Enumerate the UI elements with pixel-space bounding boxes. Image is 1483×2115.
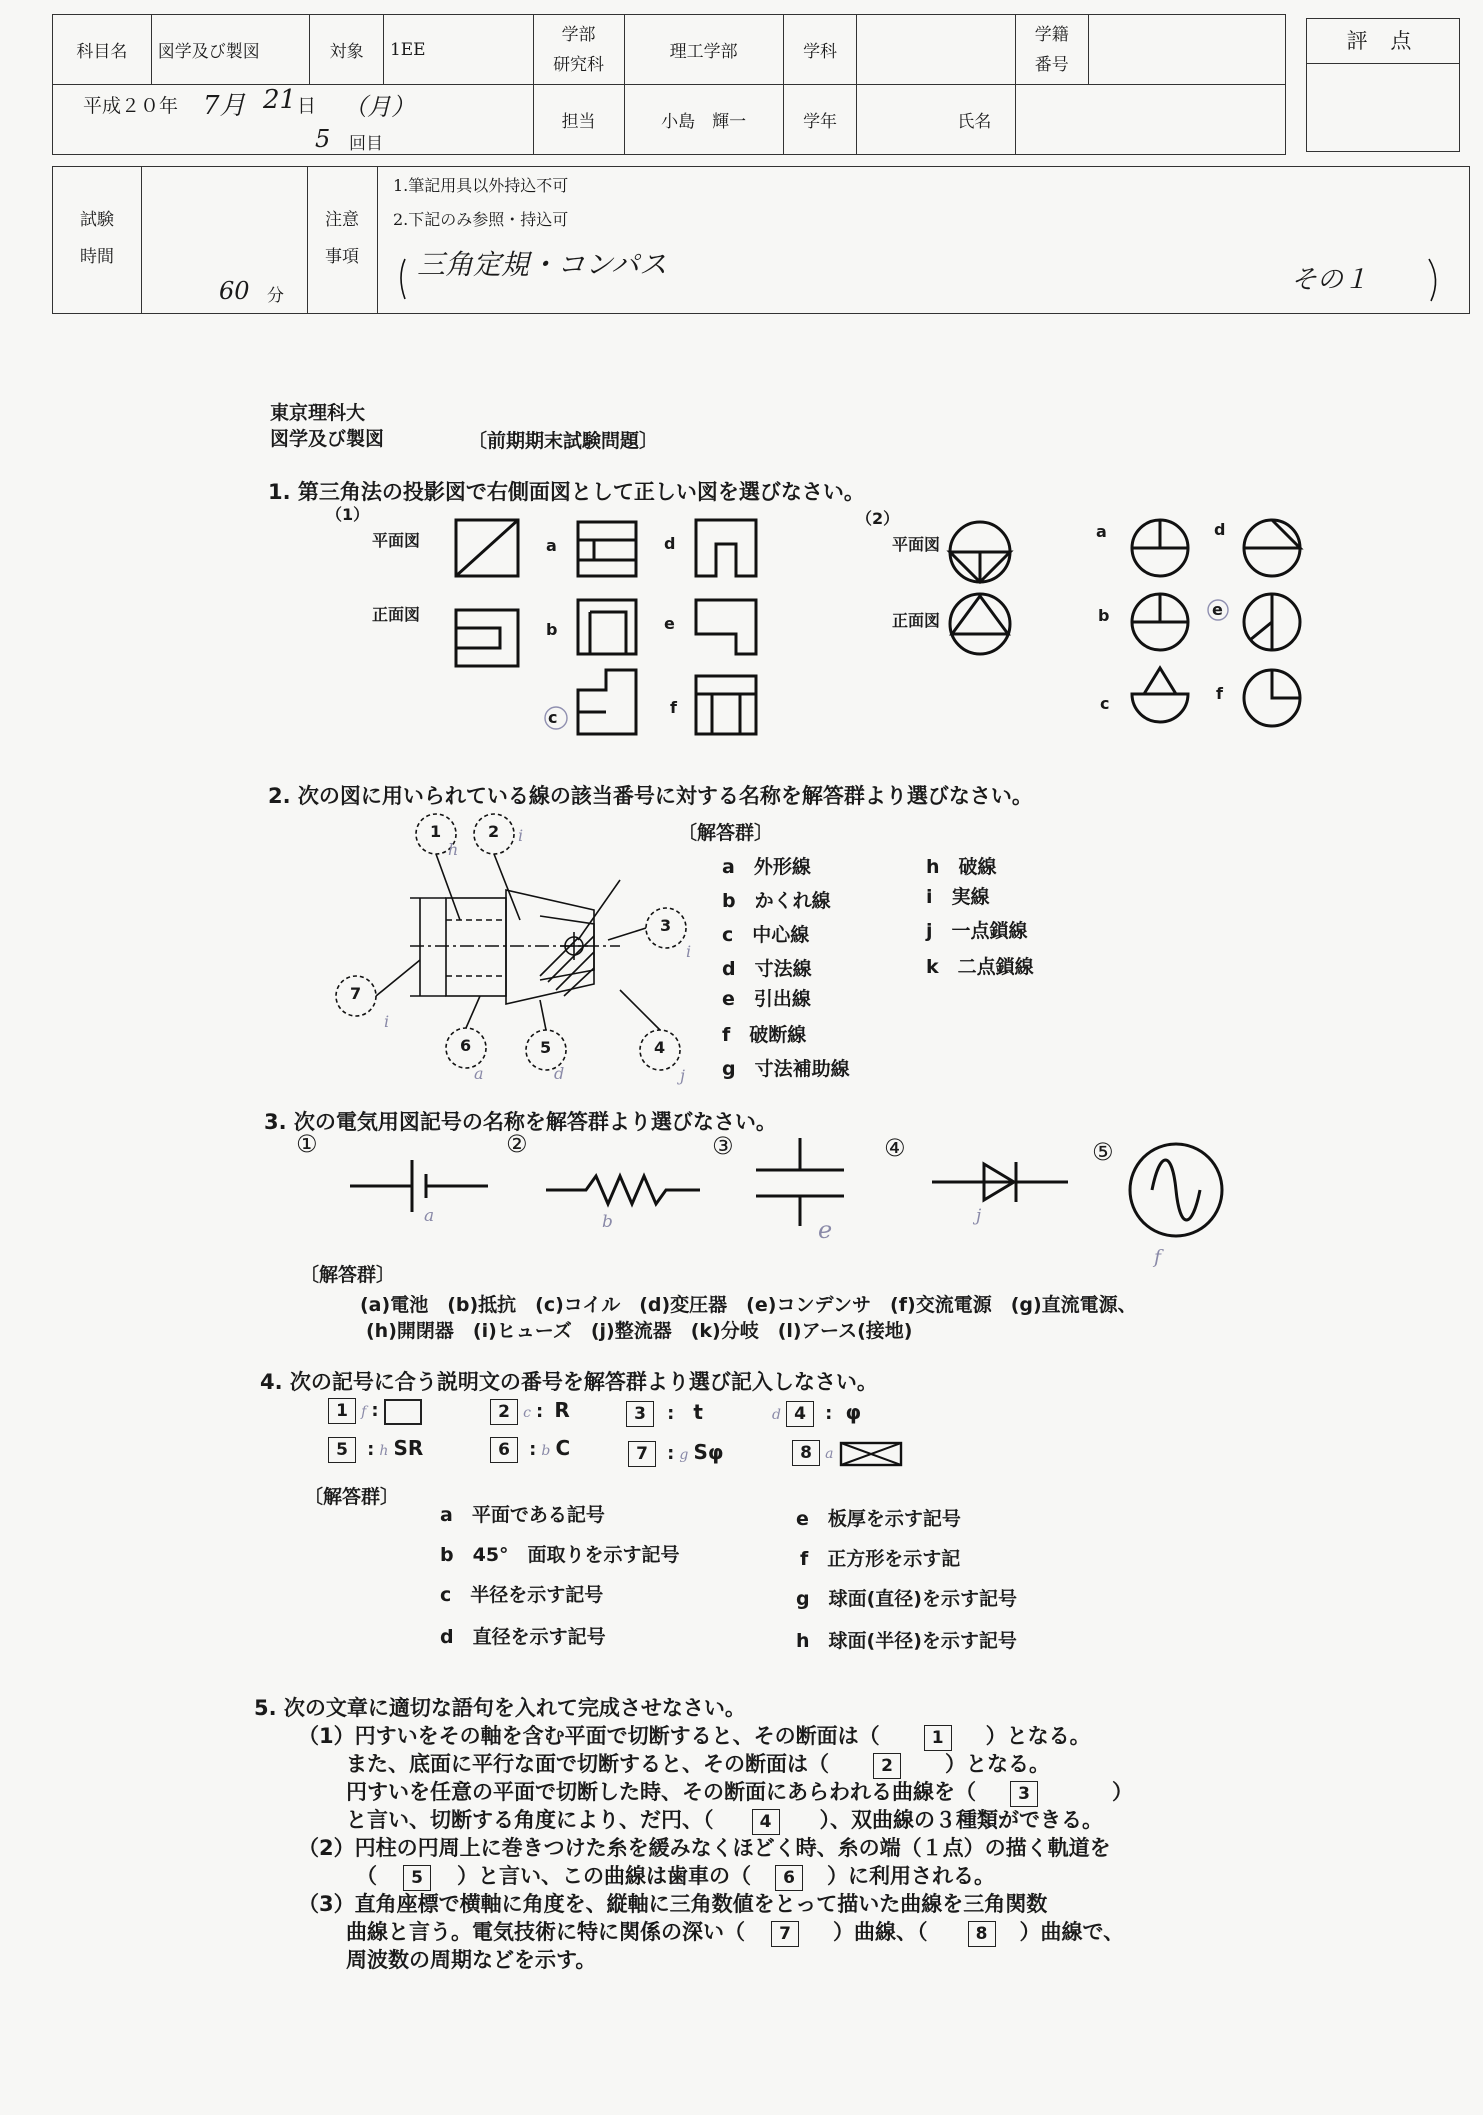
q4-choice-e: e 板厚を示す記号 [796,1508,961,1530]
sheet-no: その１ [1291,265,1370,295]
date-weekday: （月） [343,93,415,121]
exam-time-label-1: 試験 [80,210,114,230]
q4-item-8 [792,1440,905,1467]
q1-part1: （1） [326,505,370,524]
q2-choice-c: c 中心線 [722,924,810,946]
course-title: 図学及び製図 [270,428,385,450]
q4-item-4-box: 4 [786,1401,814,1427]
q5-line-2-pre: また、底面に平行な面で切断すると、その断面は（ [346,1752,829,1776]
q5-line-5 [298,1832,1111,1862]
q3-choices-line1: (a)電池 (b)抵抗 (c)コイル (d)変圧器 (e)コンデンサ (f)交流電源 (g)直流電源、 [360,1294,1137,1316]
q5-blank-5[interactable]: 5 [403,1865,431,1891]
q5-line-3 [346,1776,1133,1807]
q2-answer-group: 〔解答群〕 [678,822,774,844]
q4-item-7: 7 : g Sφ [628,1440,724,1467]
q2-mark-3: i [686,942,692,961]
q2-mark-6: a [474,1064,484,1083]
q5-blank-7[interactable]: 7 [771,1921,799,1947]
dept-label: 学科 [783,15,857,85]
q4-item-6: 6 : b C [490,1436,570,1463]
q1-opt-d-1: d [664,534,676,553]
q2-mark-5: d [554,1064,565,1083]
exam-title: 〔前期期末試験問題〕 [468,430,659,452]
resistor-symbol-icon [546,1176,700,1204]
q5-blank-2[interactable]: 2 [873,1753,901,1779]
subject-label: 科目名 [53,15,152,85]
q1-opt-a-2: a [1096,522,1107,541]
q4-item-7-box: 7 [628,1441,656,1467]
q4-item-2-mark: c [523,1405,531,1421]
q5-line-6-pre: （ [356,1864,377,1888]
q1-prompt: 1. 第三角法の投影図で右側面図として正しい図を選びなさい。 [268,480,865,504]
q5-line-9 [346,1944,596,1974]
q5-line-4 [346,1804,1103,1835]
teacher-value: 小島 輝一 [624,85,783,155]
diode-symbol-icon [932,1162,1068,1202]
q1-plan-view-2: 平面図 [892,535,941,554]
q2-prompt: 2. 次の図に用いられている線の該当番号に対する名称を解答群より選びなさい。 [268,784,1033,808]
student-no-label-1: 学籍 [1034,24,1069,45]
q4-item-5-sym: SR [393,1436,424,1460]
q3-prompt: 3. 次の電気用図記号の名称を解答群より選びなさい。 [264,1110,777,1134]
q5-line-8-mid: ）曲線、（ [833,1920,928,1944]
q4-item-2-box: 2 [490,1399,518,1425]
q4-item-2-sym: R [554,1398,570,1422]
notes-label-1: 注意 [325,210,359,230]
q5-line-6 [356,1860,995,1891]
q5-line-8 [346,1916,1124,1947]
q1-opt-a-1: a [546,536,557,555]
q1-opt-e-1: e [664,614,675,633]
q4-item-5: 5 : h SR [328,1436,423,1463]
q2-callout-2: 2 [488,822,500,841]
subject-value: 図学及び製図 [151,15,310,85]
q4-item-1-mark: f [361,1404,367,1420]
q2-choice-j: j 一点鎖線 [926,920,1028,942]
q3-num-3: ③ [712,1132,734,1160]
q5-line-5-pre: （2）円柱の円周上に巻きつけた糸を緩みなくほどく時、糸の端（１点）の描く軌道を [298,1836,1111,1860]
q1-opt-b-1: b [546,620,558,639]
q4-answer-group: 〔解答群〕 [304,1486,400,1508]
q4-item-4-sym: φ [845,1400,862,1424]
q5-line-8-post: ）曲線で、 [1019,1920,1125,1944]
year-label: 学年 [783,85,857,155]
q4-choice-c: c 半径を示す記号 [440,1584,604,1606]
q3-mark-1: a [424,1206,435,1226]
q1-opt-f-1: f [670,698,677,717]
flat-surface-symbol-icon [839,1441,905,1467]
q2-choice-b: b かくれ線 [722,890,831,912]
notes-label-2: 事項 [325,247,359,267]
allowed-items: 三角定規・コンパス [417,248,668,281]
q5-line-4-post: ）、双曲線の３種類ができる。 [819,1808,1103,1832]
square-symbol-icon [384,1399,422,1425]
q2-callout-3: 3 [660,916,672,935]
note-2: 2.下記のみ参照・持込可 [393,210,569,229]
teacher-label: 担当 [533,85,624,155]
ac-source-symbol-icon [1130,1144,1222,1236]
q5-blank-4[interactable]: 4 [752,1809,780,1835]
q4-choice-f: f 正方形を示す記 [800,1548,961,1570]
q5-line-2-post: ）となる。 [945,1752,1050,1776]
q2-choice-g: g 寸法補助線 [722,1058,850,1080]
session-no: 5 [315,125,331,153]
q2-callout-7: 7 [350,984,362,1003]
q4-prompt: 4. 次の記号に合う説明文の番号を解答群より選び記入しなさい。 [260,1370,878,1394]
q3-num-4: ④ [884,1134,906,1162]
capacitor-symbol-icon [756,1138,844,1226]
exam-minutes: 60 [219,277,250,305]
q5-line-8-pre: 曲線と言う。電気技術に特に関係の深い（ [346,1920,745,1944]
q2-mark-2: i [518,826,524,845]
q2-choice-d: d 寸法線 [722,958,812,980]
q4-item-6-box: 6 [490,1437,518,1463]
note-1: 1.筆記用具以外持込不可 [393,176,569,195]
q5-line-3-post: ） [1112,1780,1133,1804]
q1-opt-d-2: d [1214,520,1226,539]
q4-item-7-mark: g [679,1447,689,1463]
q1-opt-e-2: e [1212,600,1223,619]
target-label: 対象 [310,15,384,85]
q5-line-2 [346,1748,1050,1779]
q2-callout-6: 6 [460,1036,472,1055]
q4-item-3: 3 : t [626,1400,703,1427]
q1-plan-view-1: 平面図 [372,531,421,550]
q5-line-3-pre: 円すいを任意の平面で切断した時、その断面にあらわれる曲線を（ [346,1780,976,1804]
q3-num-5: ⑤ [1092,1138,1114,1166]
date-day: 21 [263,85,297,115]
q4-item-6-mark: b [541,1443,551,1459]
q2-choice-e: e 引出線 [722,988,811,1010]
q3-mark-5: f [1154,1246,1162,1268]
q2-choice-f: f 破断線 [722,1024,807,1046]
q2-callout-4: 4 [654,1038,666,1057]
q2-callout-1: 1 [430,822,442,841]
q4-choice-d: d 直径を示す記号 [440,1626,606,1648]
q2-mark-4: j [680,1066,685,1085]
q4-choice-g: g 球面(直径)を示す記号 [796,1588,1017,1610]
q1-opt-b-2: b [1098,606,1110,625]
q2-mark-7: i [384,1012,390,1031]
faculty-value: 理工学部 [624,15,783,85]
target-value: 1EE [383,15,533,85]
q4-item-3-box: 3 [626,1401,654,1427]
minutes-unit: 分 [267,286,284,306]
q5-line-1 [298,1720,1091,1751]
q5-line-6-post: ）に利用される。 [827,1864,995,1888]
q4-item-6-sym: C [555,1436,571,1460]
q3-choices-line2: (h)開閉器 (i)ヒューズ (j)整流器 (k)分岐 (l)アース(接地) [366,1320,913,1342]
q2-choice-i: i 実線 [926,886,990,908]
q4-item-1-box: 1 [328,1398,356,1424]
q5-line-4-pre: と言い、切断する角度により、だ円、（ [346,1808,714,1832]
student-no-label-2: 番号 [1034,54,1069,75]
name-label: 氏名 [957,112,992,132]
q1-front-view-2: 正面図 [892,611,941,630]
q4-item-5-box: 5 [328,1437,356,1463]
q1-opt-f-2: f [1216,684,1223,703]
exam-time-label-2: 時間 [80,247,114,267]
q2-choice-a: a 外形線 [722,856,811,878]
q5-line-7 [298,1888,1047,1918]
q4-choice-b: b 45° 面取りを示す記号 [440,1544,680,1566]
score-label: 評 点 [1307,19,1459,64]
q5-blank-6[interactable]: 6 [775,1865,803,1891]
q5-line-7-pre: （3）直角座標で横軸に角度を、縦軸に三角数値をとって描いた曲線を三角関数 [298,1892,1048,1916]
q2-callout-5: 5 [540,1038,552,1057]
q4-item-8-box: 8 [792,1440,820,1466]
q1-opt-c-2: c [1100,694,1110,713]
university-title: 東京理科大 [270,402,366,424]
q4-item-3-sym: t [693,1400,703,1424]
q2-choice-h: h 破線 [926,856,997,878]
q1-front-view-1: 正面図 [372,605,421,624]
q4-item-5-mark: h [379,1443,389,1459]
date-month: 7月 [203,91,246,121]
q3-mark-2: b [602,1212,613,1232]
q3-num-1: ① [296,1130,318,1158]
faculty-label-2: 研究科 [553,54,605,75]
q1-opt-c-1: c [548,708,558,727]
q4-choice-h: h 球面(半径)を示す記号 [796,1630,1017,1652]
q5-line-6-mid: ）と言い、この曲線は歯車の（ [457,1864,751,1888]
q5-blank-1[interactable]: 1 [924,1725,952,1751]
q5-prompt: 5. 次の文章に適切な語句を入れて完成させなさい。 [254,1696,746,1720]
q4-item-1: 1 f : [328,1398,422,1425]
q5-line-9-pre: 周波数の周期などを示す。 [346,1948,597,1972]
q3-mark-3: e [818,1216,833,1244]
q5-line-1-pre: （1）円すいをその軸を含む平面で切断すると、その断面は（ [298,1724,880,1748]
battery-symbol-icon [350,1160,488,1212]
q2-mark-1: h [448,840,459,859]
q1-part2: （2） [856,509,900,528]
q4-item-2: 2 c : R [490,1398,570,1425]
q3-answer-group: 〔解答群〕 [300,1264,396,1286]
date-prefix: 平成２０年 [83,95,179,117]
q2-choice-k: k 二点鎖線 [926,956,1034,978]
q4-item-4: d 4 : φ [772,1400,861,1427]
q3-num-2: ② [506,1130,528,1158]
q3-mark-4: j [976,1206,982,1226]
q4-choice-a: a 平面である記号 [440,1504,605,1526]
q5-line-1-post: ）となる。 [985,1724,1091,1748]
date-day-suffix: 日 [297,95,317,117]
q5-blank-3[interactable]: 3 [1010,1781,1038,1807]
faculty-label-1: 学部 [561,24,596,45]
session-suffix: 回目 [349,134,383,154]
q4-item-7-sym: Sφ [693,1440,724,1464]
q4-item-8-mark: a [825,1446,834,1462]
q4-item-4-mark: d [772,1407,781,1423]
q5-blank-8[interactable]: 8 [968,1921,996,1947]
